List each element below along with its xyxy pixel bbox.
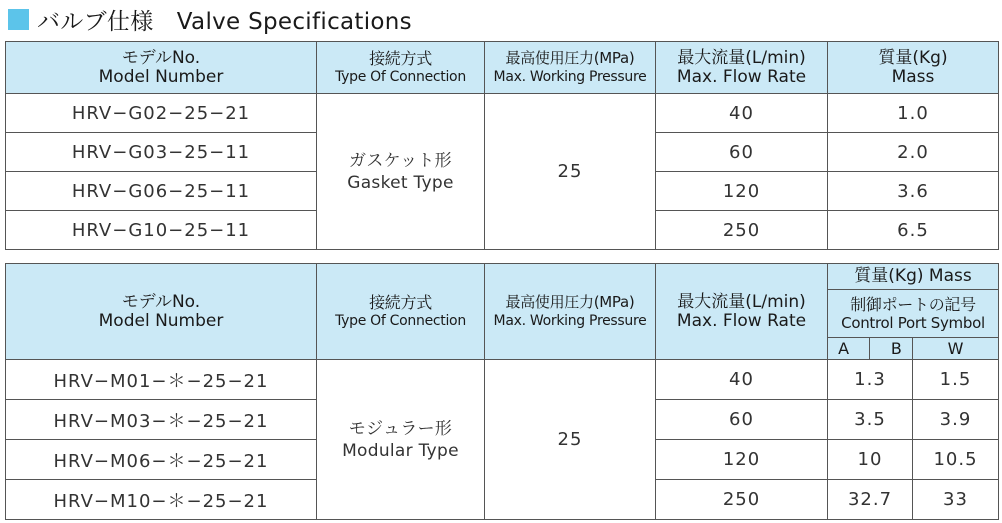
header-max-pressure: 最高使用圧力(MPa) Max. Working Pressure — [485, 264, 656, 360]
header-model-number: モデルNo. Model Number — [6, 264, 317, 360]
header-max-flow-rate: 最大流量(L/min) Max. Flow Rate — [656, 42, 828, 94]
model-cell: HRV−G10−25−11 — [6, 211, 317, 250]
table-row — [6, 360, 999, 400]
mass-w-cell: 3.9 — [913, 400, 999, 440]
table-header-row — [6, 42, 999, 94]
mass-cell: 2.0 — [828, 133, 999, 172]
flow-cell: 250 — [656, 211, 828, 250]
mass-cell: 1.0 — [828, 94, 999, 133]
header-mass: 質量(Kg) Mass — [828, 42, 999, 94]
flow-cell: 40 — [656, 360, 828, 400]
header-port-ab — [828, 338, 913, 360]
header-control-port-symbol: 制御ポートの記号 Control Port Symbol — [828, 290, 999, 338]
header-port-w: W — [913, 338, 999, 360]
mass-ab-cell: 32.7 — [828, 480, 913, 520]
mass-cell: 6.5 — [828, 211, 999, 250]
model-cell: HRV−G03−25−11 — [6, 133, 317, 172]
connection-type-cell: モジュラー形 Modular Type — [317, 360, 485, 520]
table-row — [6, 94, 999, 133]
model-cell: HRV−M06−＊−25−21 — [6, 440, 317, 480]
section-title — [8, 4, 412, 34]
header-model-number: モデルNo. Model Number — [6, 42, 317, 94]
mass-cell: 3.6 — [828, 172, 999, 211]
max-pressure-cell: 25 — [485, 94, 656, 250]
model-cell: HRV−G02−25−21 — [6, 94, 317, 133]
flow-cell: 40 — [656, 94, 828, 133]
flow-cell: 60 — [656, 133, 828, 172]
model-cell: HRV−G06−25−11 — [6, 172, 317, 211]
mass-w-cell: 10.5 — [913, 440, 999, 480]
header-port-a: A — [838, 339, 850, 358]
header-port-b: B — [890, 339, 902, 358]
header-max-flow-rate: 最大流量(L/min) Max. Flow Rate — [656, 264, 828, 360]
mass-w-cell: 33 — [913, 480, 999, 520]
valve-spec-table-gasket — [5, 41, 999, 250]
table-header-row — [6, 264, 999, 290]
mass-w-cell: 1.5 — [913, 360, 999, 400]
title-marker-square — [8, 9, 29, 30]
valve-spec-table-modular — [5, 263, 999, 520]
page-title: バルブ仕様 Valve Specifications — [37, 8, 412, 35]
model-cell: HRV−M01−＊−25−21 — [6, 360, 317, 400]
model-cell: HRV−M03−＊−25−21 — [6, 400, 317, 440]
mass-ab-cell: 10 — [828, 440, 913, 480]
header-connection-type: 接続方式 Type Of Connection — [317, 42, 485, 94]
flow-cell: 60 — [656, 400, 828, 440]
header-connection-type: 接続方式 Type Of Connection — [317, 264, 485, 360]
flow-cell: 250 — [656, 480, 828, 520]
model-cell: HRV−M10−＊−25−21 — [6, 480, 317, 520]
connection-type-cell: ガスケット形 Gasket Type — [317, 94, 485, 250]
header-mass: 質量(Kg) Mass — [828, 264, 999, 290]
max-pressure-cell: 25 — [485, 360, 656, 520]
mass-ab-cell: 1.3 — [828, 360, 913, 400]
mass-ab-cell: 3.5 — [828, 400, 913, 440]
header-max-pressure: 最高使用圧力(MPa) Max. Working Pressure — [485, 42, 656, 94]
flow-cell: 120 — [656, 440, 828, 480]
flow-cell: 120 — [656, 172, 828, 211]
